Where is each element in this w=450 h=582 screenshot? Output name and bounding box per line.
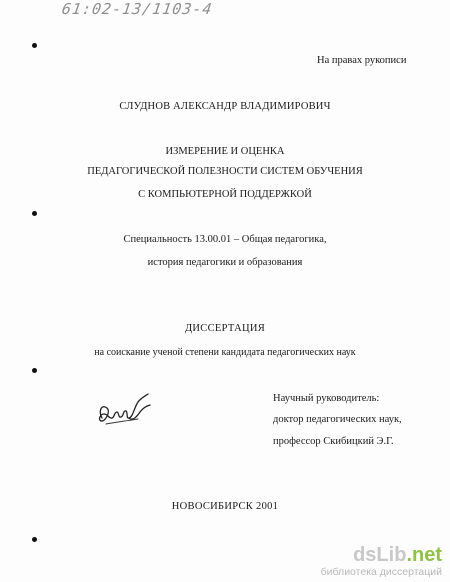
watermark-subtitle: библиотека диссертаций bbox=[320, 566, 442, 578]
city-year: НОВОСИБИРСК 2001 bbox=[171, 501, 279, 512]
specialty-line-1: Специальность 13.00.01 – Общая педагогика, bbox=[123, 234, 327, 245]
supervisor-degree: доктор педагогических наук, bbox=[273, 414, 402, 425]
margin-hole-mark bbox=[32, 43, 37, 48]
signature-icon bbox=[96, 388, 154, 434]
title-line-2: ПЕДАГОГИЧЕСКОЙ ПОЛЕЗНОСТИ СИСТЕМ ОБУЧЕНИЯ bbox=[87, 166, 363, 177]
title-line-3: С КОМПЬЮТЕРНОЙ ПОДДЕРЖКОЙ bbox=[138, 189, 312, 200]
handwritten-signature bbox=[96, 388, 154, 434]
document-type: ДИССЕРТАЦИЯ bbox=[184, 323, 266, 334]
supervisor-name: профессор Скибицкий Э.Г. bbox=[273, 436, 394, 447]
margin-hole-mark bbox=[32, 368, 37, 373]
watermark-logo bbox=[321, 544, 442, 566]
author-name: СЛУДНОВ АЛЕКСАНДР ВЛАДИМИРОВИЧ bbox=[119, 101, 331, 112]
dslib-watermark bbox=[321, 544, 442, 578]
archive-mark: 61:02-13/1103-4 bbox=[60, 0, 214, 18]
margin-hole-mark bbox=[32, 211, 37, 216]
rights-note: На правах рукописи bbox=[317, 55, 407, 66]
specialty-line-2: история педагогики и образования bbox=[147, 257, 303, 268]
margin-hole-mark bbox=[32, 537, 37, 542]
title-line-1: ИЗМЕРЕНИЕ И ОЦЕНКА bbox=[165, 146, 285, 157]
watermark-logo-tld: .net bbox=[406, 544, 442, 566]
watermark-logo-main: dsLib bbox=[353, 544, 407, 566]
degree-line: на соискание ученой степени кандидата педагогических наук bbox=[94, 347, 356, 358]
supervisor-heading: Научный руководитель: bbox=[273, 393, 380, 404]
